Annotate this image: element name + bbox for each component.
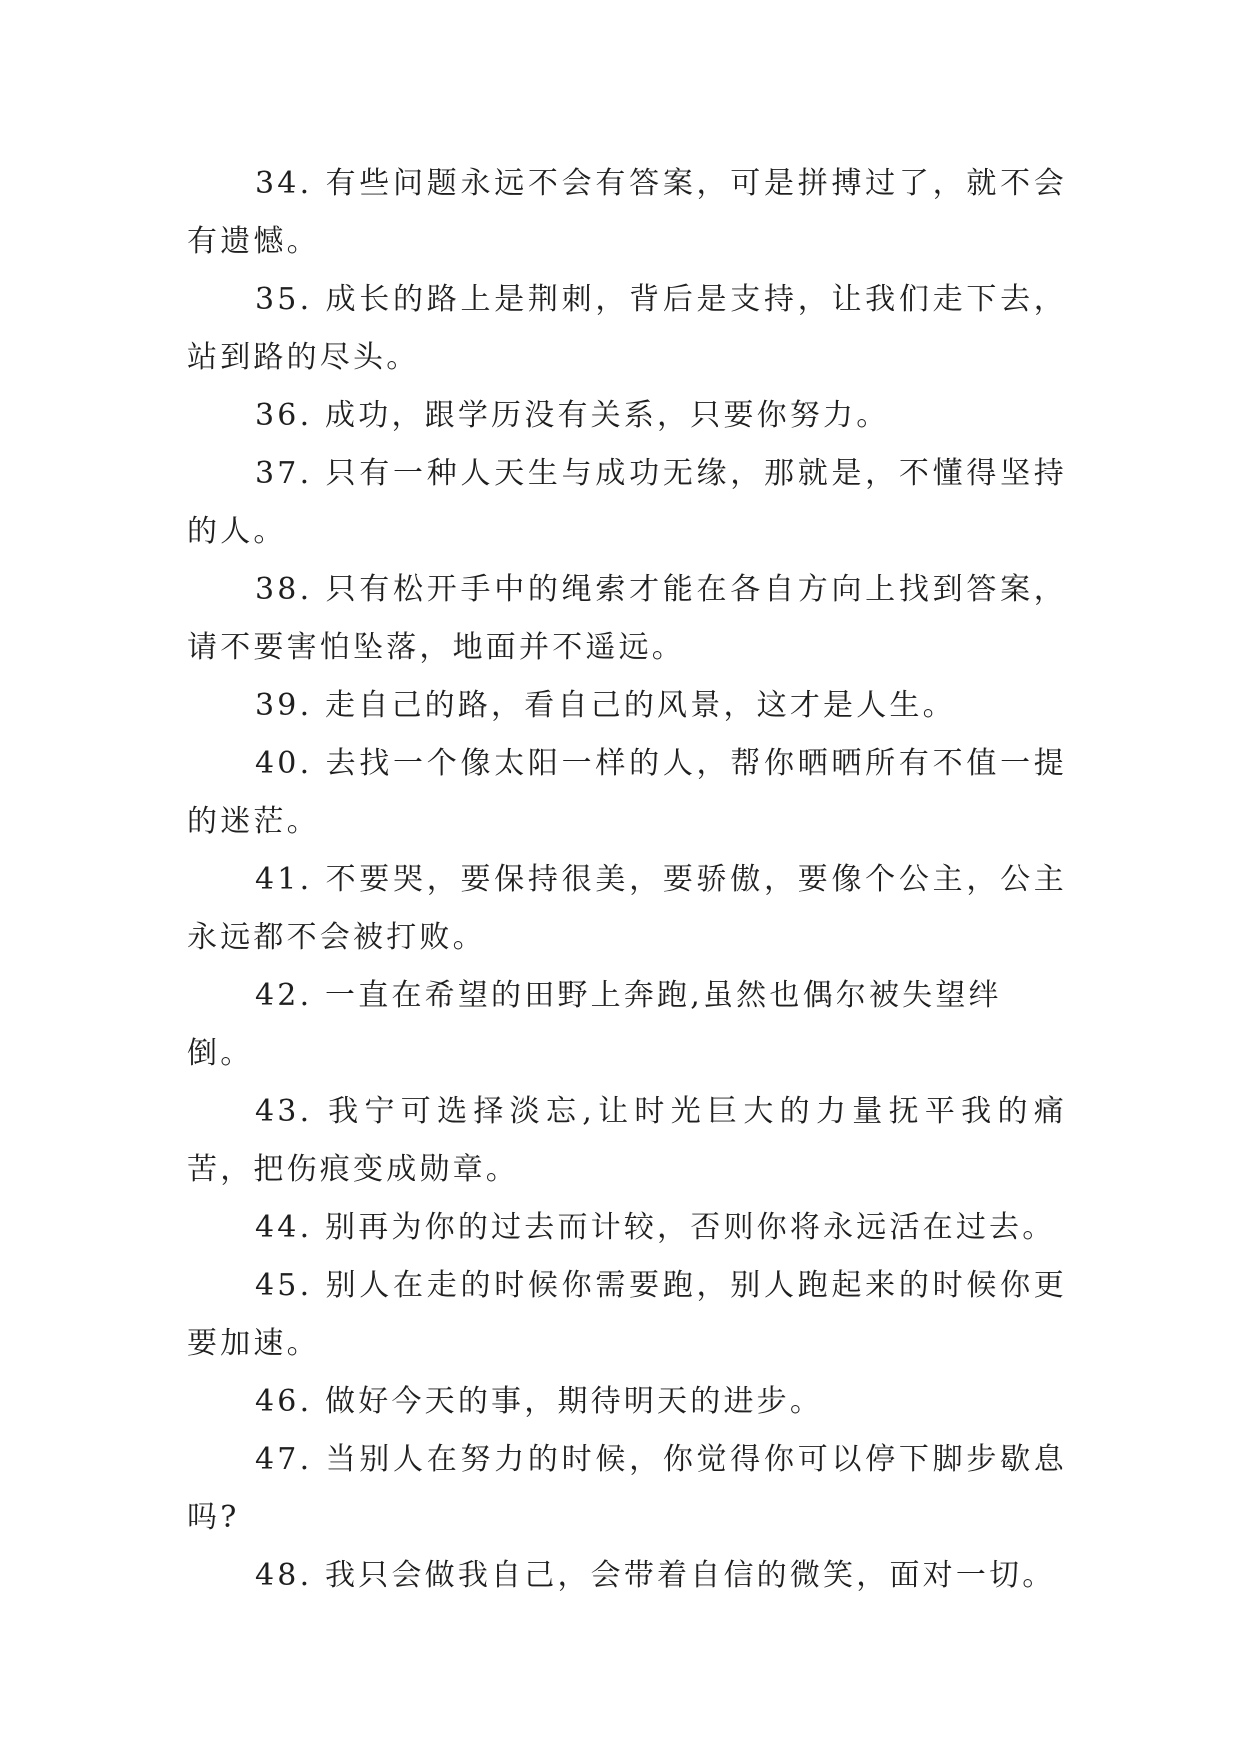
quote-paragraph-37: 37. 只有一种人天生与成功无缘，那就是，不懂得坚持的人。 bbox=[187, 456, 1067, 549]
quote-paragraph-44: 44. 别再为你的过去而计较，否则你将永远活在过去。 bbox=[255, 1210, 1056, 1245]
quote-paragraph-38: 38. 只有松开手中的绳索才能在各自方向上找到答案，请不要害怕坠落，地面并不遥远。 bbox=[187, 572, 1067, 665]
quote-paragraph-35: 35. 成长的路上是荆刺，背后是支持，让我们走下去，站到路的尽头。 bbox=[187, 282, 1067, 375]
quote-paragraph-42: 42. 一直在希望的田野上奔跑,虽然也偶尔被失望绊倒。 bbox=[187, 978, 1002, 1071]
document-body bbox=[187, 155, 1067, 1605]
quote-paragraph-40: 40. 去找一个像太阳一样的人，帮你晒晒所有不值一提的迷茫。 bbox=[187, 746, 1067, 839]
quote-paragraph-39: 39. 走自己的路，看自己的风景，这才是人生。 bbox=[255, 688, 956, 723]
quote-paragraph-34: 34. 有些问题永远不会有答案，可是拼搏过了，就不会有遗憾。 bbox=[187, 166, 1067, 259]
quote-paragraph-48: 48. 我只会做我自己，会带着自信的微笑，面对一切。 bbox=[255, 1558, 1056, 1593]
quote-paragraph-43: 43. 我宁可选择淡忘,让时光巨大的力量抚平我的痛苦，把伤痕变成勋章。 bbox=[187, 1094, 1067, 1187]
quote-paragraph-36: 36. 成功，跟学历没有关系，只要你努力。 bbox=[255, 398, 890, 433]
quote-paragraph-41: 41. 不要哭，要保持很美，要骄傲，要像个公主，公主永远都不会被打败。 bbox=[187, 862, 1067, 955]
quote-paragraph-47: 47. 当别人在努力的时候，你觉得你可以停下脚步歇息吗? bbox=[187, 1442, 1067, 1535]
quote-paragraph-46: 46. 做好今天的事，期待明天的进步。 bbox=[255, 1384, 824, 1419]
quote-paragraph-45: 45. 别人在走的时候你需要跑，别人跑起来的时候你更要加速。 bbox=[187, 1268, 1067, 1361]
